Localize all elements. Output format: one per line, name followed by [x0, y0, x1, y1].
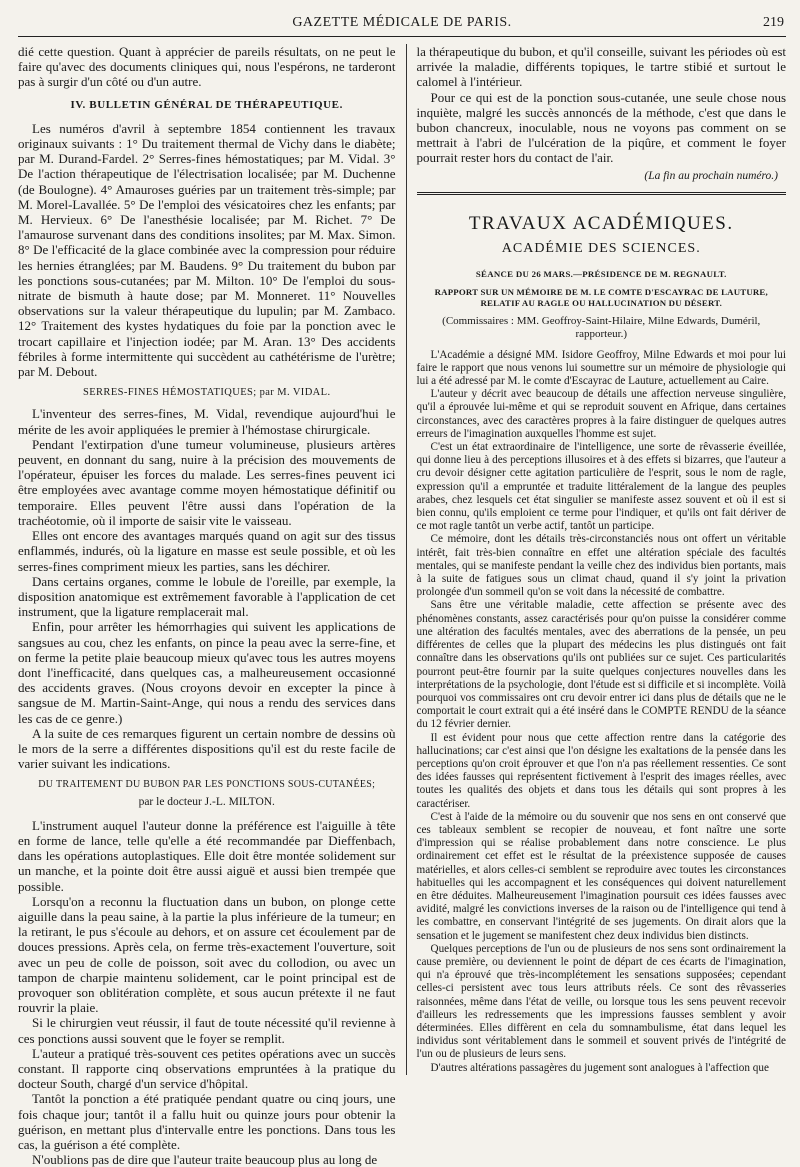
paragraph: D'autres altérations passagères du jugement sont analogues à l'affection que	[430, 1061, 769, 1074]
journal-title: GAZETTE MÉDICALE DE PARIS.	[292, 15, 512, 30]
paragraph: Ce mémoire, dont les détails très-circonstanciés nous ont offert un véritable intérêt, fait très-bien connaître en effet une altération spéciale des facultés mentales, qui se manifeste pendant la veille chez des individus bien portants, mais à la suite de fatigues sous un climat chaud, quand il s'y joint la privation prolongée d'un sommeil qu'on se voit dans la nécessité de combattre.	[416, 533, 786, 599]
paragraph: la thérapeutique du bubon, et qu'il conseille, suivant les périodes où est arrivée la maladie, différents topiques, le tartre stibié et surtout le calomel à l'intérieur.	[416, 44, 787, 90]
paragraph: C'est à l'aide de la mémoire ou du souvenir que nos sens en ont conservé que ces tableaux semblent se recopier de nouveau, et font naître une sorte d'impression qui se réalise probablement dans notre conscience. Le plus ordinairement cet effet est le résultat de la préexistence supposée de causes matérielles, et alors celles-ci semblent se reproduire avec toutes les circonstances habituelles qui les accompagnent et les conséquences qui doivent naturellement en être déduites. Malheureusement l'imagination poursuit ces idées fausses avec avidité, malgré les convictions inverses de la raison ou de l'intelligence qui tend à les combattre, en conservant l'intégrité de ses jugements. On dirait alors que la sensation et le jugement se manifestent chez deux individus bien distincts.	[416, 810, 786, 942]
subsection-title: DU TRAITEMENT DU BUBON PAR LES PONCTIONS SOUS-CUTANÉES;	[38, 779, 376, 791]
paragraph: Sans être une véritable maladie, cette affection se présente avec des phénomènes constants, assez caractérisés pour qu'on puisse la considérer comme une altération des facultés mentales, avec des aberrations de la pensée, un peu différentes de celles que la plupart des médecins les plus distingués ont fait connaître dans les observations qu'ils ont publiées sur ce sujet. Ces particularités pourront peut-être fournir par la suite quelques conjectures nouvelles dans les interprétations de la psychologie, dont l'étude est si difficile et si incomplète. Voilà pourquoi vos commissaires ont cru devoir entrer ici dans plus de détails que ne le comportait le court extrait qui a été inséré dans le COMPTE RENDU de la séance du 12 février dernier.	[416, 599, 786, 731]
paragraph: C'est un état extraordinaire de l'intelligence, une sorte de rêvasserie éveillée, qui donne lieu à des perceptions illusoires et à des effets si bizarres, que l'auteur a cru devoir désigner cette agitation particulière de l'esprit, sous le nom de ragle, expression qu'il a empruntée et traduite littéralement de la langue des peuples arabes, chez lesquels cet état singulier se manifeste assez souvent et où il est si bien connu, qu'ils emploient ce terme pour l'indiquer, et qu'ils ont fait dériver de ce mot ragle tantôt un verbe actif, tantôt un participe.	[416, 441, 786, 533]
paragraph: N'oublions pas de dire que l'auteur traite beaucoup plus au long de	[32, 1152, 378, 1167]
page-number: 219	[763, 15, 784, 30]
paragraph: A la suite de ces remarques figurent un certain nombre de dessins où le mors de la serre a différentes dispositions qu'il est du reste facile de varier suivant les indications.	[18, 725, 396, 772]
continuation-note: (La fin au prochain numéro.)	[644, 169, 778, 182]
paragraph: Lorsqu'on a reconnu la fluctuation dans un bubon, on plonge cette aiguille dans la peau saine, à la partie la plus inférieure de la tumeur; en la retirant, le pus s'écoule au dehors, et on assure cet écoulement par de douces pressions. Après cela, on ferme très-exactement l'ouverture, soit avec un peu de colle de poisson, soit avec du collodion, ou avec un tampon de charpie maintenu solidement, car le point principal est de provoquer son oblitération complète, et sous aucun prétexte il ne faut rouvrir la plaie.	[18, 893, 396, 1016]
two-column-body	[18, 44, 787, 1167]
left-column	[18, 44, 406, 1167]
paragraph: Dans certains organes, comme le lobule de l'oreille, par exemple, la disposition anatomique est extrêmement favorable à l'application de cet instrument, que la ligature remplacerait mal.	[18, 573, 396, 620]
paragraph: Il est évident pour nous que cette affection rentre dans la catégorie des hallucinations; car c'est ainsi que l'on désigne les exaltations de la pensée dans les perceptions qu'on croit éprouver et que l'on n'a pas réellement ressenties. Ce sont des idées fausses qui représentent fictivement à l'esprit des images réelles, avec toutes les qualités des objets et dans tous les détails qui sont propres à les caractériser.	[416, 731, 786, 810]
section-divider	[417, 192, 787, 195]
paragraph: Elles ont encore des avantages marqués quand on agit sur des tissus enflammés, indurés, où la ligature en masse est seule possible, et où les serres-fines compriment mieux les parties, sans les déchirer.	[18, 528, 396, 574]
paragraph: L'auteur y décrit avec beaucoup de détails une affection nerveuse singulière, qu'il a éprouvée lui-même et qui se reproduit souvent en Afrique, dans certaines circonstances, avec des caractères propres à la faire distinguer de quelques autres erreurs de l'imagination auxquelles l'homme est sujet.	[416, 388, 786, 440]
paragraph: Pendant l'extirpation d'une tumeur volumineuse, plusieurs artères peuvent, en donnant du sang, nuire à la précision des mouvements de l'opérateur, épuiser les forces du malade. Les serres-fines peuvent ici être employées avec avantage comme moyen hémostatique définitif ou temporaire. Elles peuvent l'être aussi dans l'opération de la trachéotomie, où il importe de saisir vite le vaisseau.	[18, 436, 396, 528]
commissioners: (Commissaires : MM. Geoffroy-Saint-Hilaire, Milne Edwards, Duméril, rapporteur.)	[442, 314, 761, 340]
paragraph: L'instrument auquel l'auteur donne la préférence est l'aiguille à tête en forme de lance, telle qu'elle a été recommandée par Dieffenbach, dans les opérations autoplastiques. Elle doit être montée solidement sur un manche, et la pointe doit être aussi aiguë et aussi bien trempée que possible.	[18, 817, 396, 894]
paragraph: Les numéros d'avril à septembre 1854 contiennent les travaux originaux suivants : 1° Du traitement thermal de Vichy dans le diabète; par M. Durand-Fardel. 2° Serres-fines hémostatiques; par M. Vidal. 3° De l'action thérapeutique de l'électrisation localisée; par M. Duchenne (de Boulogne). 4° Amauroses guéries par un traitement très-simple; par M. Morel-Lavallée. 5° De l'emploi des vésicatoires chez les enfants; par M. Hervieux. 6° De l'anesthésie localisée; par M. Richet. 7° De l'amaurose survenant dans des conditions insolites; par M. Max. Simon. 8° De l'efficacité de la glace combinée avec la compression pour réduire les hernies étranglées; par M. Baudens. 9° Du traitement du bubon par les ponctions sous-cutanées; par M. Milton. 10° De l'emploi du sous-nitrate de bismuth à haute dose; par M. Monneret. 11° Nouvelles observations sur la valeur thérapeutique du lupulin; par M. Zambaco. 12° Traitement des kystes hydatiques du foie par la ponction avec le trocart capillaire et l'injection iodée; par M. Aran. 13° Des accidents fébriles à forme intermittente qui succèdent au cathétérisme de l'urètre; par M. Debout.	[18, 120, 396, 380]
paragraph: L'Académie a désigné MM. Isidore Geoffroy, Milne Edwards et moi pour lui faire le rapport que nous venons lui soumettre sur un mémoire de physiologie qui lui a été adressé par M. le comte d'Escayrac de Lauture, actuellement au Caire.	[416, 348, 786, 388]
paragraph: L'inventeur des serres-fines, M. Vidal, revendique aujourd'hui le mérite de les avoir appliquées le premier à l'hémostase chirurgicale.	[18, 406, 396, 437]
paragraph: Quelques perceptions de l'un ou de plusieurs de nos sens sont ordinairement la cause première, ou deviennent le point de départ de ces écarts de l'imagination, qui n'a éprouvé que très-incomplétement les sensations supposées; cependant celles-ci persistent avec tous leurs attributs réels. Ce sont des rêvasseries raisonnées, même dans l'état de veille, ou lorsque tous les sens peuvent recevoir d'ailleurs les redressements que les impressions fausses semblent y avoir déterminées. Elles diffèrent en cela du somnambulisme, état dans lequel les individus sont véritablement dans le sommeil et souvent privés de l'intégrité de l'un ou de plusieurs de leurs sens.	[416, 942, 786, 1061]
paragraph: Enfin, pour arrêter les hémorrhagies qui suivent les applications de sangsues au cou, chez les enfants, on pince la peau avec la serre-fine, et on ferme la petite plaie beaucoup mieux qu'avec tous les autres moyens dont l'inefficacité, dans quelques cas, a malheureusement occasionné des accidents graves. (Nous croyons devoir en excepter la pince à sangsue de M. Martin-Saint-Ange, qui nous a rendu des services dans les cas de ce genre.)	[18, 619, 396, 726]
section-title: IV. BULLETIN GÉNÉRAL DE THÉRAPEUTIQUE.	[70, 98, 343, 111]
running-header	[18, 12, 786, 37]
paragraph: L'auteur a pratiqué très-souvent ces petites opérations avec un succès constant. Il rapporte cinq observations empruntées à la pratique du docteur South, chargé d'un service d'hôpital.	[18, 1045, 396, 1092]
right-column	[406, 44, 787, 1075]
paragraph: Pour ce qui est de la ponction sous-cutanée, une seule chose nous inquiète, malgré les succès annoncés de la méthode, c'est que dans le bubon chancreux, inoculable, nous ne voyons pas comment on se mettrait à l'abri de l'ulcération de la piqûre, et comment le foyer pourrait rester hors du contact de l'air.	[416, 89, 786, 166]
paragraph: dié cette question. Quant à apprécier de pareils résultats, on ne peut le faire qu'avec des documents cliniques qui, nous l'espérons, ne tarderont pas à surgir d'un côté ou d'un autre.	[18, 44, 396, 90]
paragraph: Tantôt la ponction a été pratiquée pendant quatre ou cinq jours, une fois chaque jour; tantôt il a fallu huit ou quinze jours pour obtenir la guérison, en mettant plus d'intervalle entre les ponctions. Dans tous les cas, la guérison a été complète.	[18, 1091, 396, 1153]
session-line: SÉANCE DU 26 MARS.—PRÉSIDENCE DE M. REGNAULT.	[475, 268, 727, 279]
academy-heading: ACADÉMIE DES SCIENCES.	[501, 240, 701, 256]
subsection-author: par le docteur J.-L. MILTON.	[138, 795, 275, 808]
section-heading: TRAVAUX ACADÉMIQUES.	[468, 212, 734, 234]
report-title: RAPPORT SUR UN MÉMOIRE DE M. LE COMTE D'ESCAYRAC DE LAUTURE, RELATIF AU RAGLE OU HALLUCINATION DU DÉSERT.	[434, 286, 768, 308]
paragraph: Si le chirurgien veut réussir, il faut de toute nécessité qu'il revienne à ces ponctions aussi souvent que le foyer se remplit.	[18, 1015, 396, 1046]
subsection-title: SERRES-FINES HÉMOSTATIQUES; par M. VIDAL.	[82, 387, 331, 399]
